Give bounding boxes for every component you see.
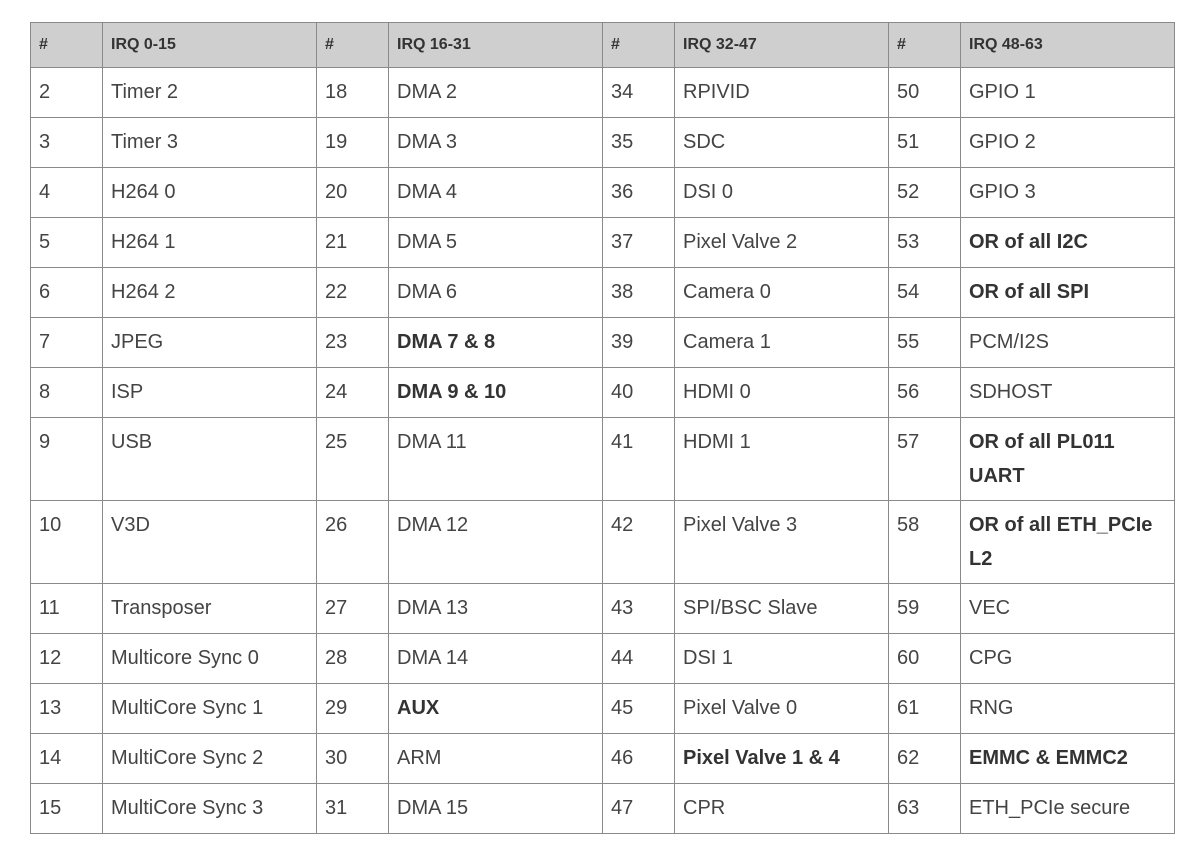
table-row: [31, 368, 1175, 418]
irq-source-cell: GPIO 2: [961, 118, 1175, 168]
irq-source-cell: SDHOST: [961, 368, 1175, 418]
irq-source-cell: EMMC & EMMC2: [961, 734, 1175, 784]
header-cell-num-3: #: [889, 23, 961, 68]
irq-source-cell: ARM: [389, 734, 603, 784]
irq-number-cell: 53: [889, 218, 961, 268]
irq-source-cell: OR of all I2C: [961, 218, 1175, 268]
irq-number-cell: 5: [31, 218, 103, 268]
table-row: [31, 268, 1175, 318]
irq-source-cell: DMA 13: [389, 584, 603, 634]
irq-source-cell: Pixel Valve 0: [675, 684, 889, 734]
irq-number-cell: 45: [603, 684, 675, 734]
table-row: [31, 684, 1175, 734]
irq-source-cell: Pixel Valve 2: [675, 218, 889, 268]
irq-number-cell: 43: [603, 584, 675, 634]
irq-source-cell: GPIO 1: [961, 68, 1175, 118]
irq-source-cell: Multicore Sync 0: [103, 634, 317, 684]
irq-number-cell: 30: [317, 734, 389, 784]
irq-number-cell: 50: [889, 68, 961, 118]
irq-number-cell: 6: [31, 268, 103, 318]
irq-number-cell: 56: [889, 368, 961, 418]
irq-source-cell: Camera 0: [675, 268, 889, 318]
header-cell-num-2: #: [603, 23, 675, 68]
table-body: [31, 68, 1175, 834]
irq-number-cell: 14: [31, 734, 103, 784]
irq-number-cell: 35: [603, 118, 675, 168]
irq-number-cell: 42: [603, 501, 675, 584]
irq-source-cell: DMA 3: [389, 118, 603, 168]
header-cell-num-1: #: [317, 23, 389, 68]
irq-number-cell: 41: [603, 418, 675, 501]
irq-source-cell: Transposer: [103, 584, 317, 634]
irq-source-cell: DMA 4: [389, 168, 603, 218]
header-cell-num-0: #: [31, 23, 103, 68]
irq-source-cell: GPIO 3: [961, 168, 1175, 218]
irq-source-cell: PCM/I2S: [961, 318, 1175, 368]
table-row: [31, 118, 1175, 168]
irq-source-cell: MultiCore Sync 3: [103, 784, 317, 834]
irq-number-cell: 10: [31, 501, 103, 584]
irq-number-cell: 19: [317, 118, 389, 168]
irq-number-cell: 47: [603, 784, 675, 834]
irq-source-cell: Camera 1: [675, 318, 889, 368]
header-cell-irq-32-47: IRQ 32-47: [675, 23, 889, 68]
irq-number-cell: 46: [603, 734, 675, 784]
irq-source-cell: V3D: [103, 501, 317, 584]
irq-source-cell: Timer 3: [103, 118, 317, 168]
irq-number-cell: 23: [317, 318, 389, 368]
irq-number-cell: 9: [31, 418, 103, 501]
irq-number-cell: 25: [317, 418, 389, 501]
irq-source-cell: DMA 11: [389, 418, 603, 501]
irq-source-cell: DMA 12: [389, 501, 603, 584]
table-row: [31, 584, 1175, 634]
irq-number-cell: 59: [889, 584, 961, 634]
irq-source-cell: OR of all ETH_PCIe L2: [961, 501, 1175, 584]
irq-source-cell: DSI 1: [675, 634, 889, 684]
table-row: [31, 68, 1175, 118]
irq-source-cell: DSI 0: [675, 168, 889, 218]
header-cell-irq-48-63: IRQ 48-63: [961, 23, 1175, 68]
irq-number-cell: 51: [889, 118, 961, 168]
irq-source-cell: VEC: [961, 584, 1175, 634]
irq-number-cell: 44: [603, 634, 675, 684]
irq-number-cell: 22: [317, 268, 389, 318]
irq-source-cell: OR of all PL011 UART: [961, 418, 1175, 501]
table-row: [31, 168, 1175, 218]
irq-source-cell: MultiCore Sync 1: [103, 684, 317, 734]
irq-source-cell: DMA 5: [389, 218, 603, 268]
table-row: [31, 418, 1175, 501]
irq-source-cell: Timer 2: [103, 68, 317, 118]
irq-number-cell: 37: [603, 218, 675, 268]
irq-number-cell: 40: [603, 368, 675, 418]
irq-source-cell: RNG: [961, 684, 1175, 734]
irq-number-cell: 28: [317, 634, 389, 684]
irq-number-cell: 57: [889, 418, 961, 501]
irq-source-cell: Pixel Valve 1 & 4: [675, 734, 889, 784]
irq-number-cell: 34: [603, 68, 675, 118]
irq-table: [30, 22, 1175, 834]
table-row: [31, 734, 1175, 784]
irq-source-cell: MultiCore Sync 2: [103, 734, 317, 784]
irq-source-cell: DMA 2: [389, 68, 603, 118]
irq-number-cell: 36: [603, 168, 675, 218]
irq-number-cell: 60: [889, 634, 961, 684]
irq-source-cell: SPI/BSC Slave: [675, 584, 889, 634]
irq-number-cell: 12: [31, 634, 103, 684]
irq-source-cell: ISP: [103, 368, 317, 418]
irq-source-cell: RPIVID: [675, 68, 889, 118]
irq-number-cell: 26: [317, 501, 389, 584]
header-row: [31, 23, 1175, 68]
irq-number-cell: 29: [317, 684, 389, 734]
irq-source-cell: DMA 15: [389, 784, 603, 834]
irq-number-cell: 61: [889, 684, 961, 734]
irq-source-cell: H264 0: [103, 168, 317, 218]
irq-source-cell: DMA 7 & 8: [389, 318, 603, 368]
irq-number-cell: 58: [889, 501, 961, 584]
irq-source-cell: HDMI 1: [675, 418, 889, 501]
irq-number-cell: 8: [31, 368, 103, 418]
irq-source-cell: DMA 14: [389, 634, 603, 684]
table-row: [31, 501, 1175, 584]
irq-number-cell: 39: [603, 318, 675, 368]
irq-source-cell: Pixel Valve 3: [675, 501, 889, 584]
irq-source-cell: CPR: [675, 784, 889, 834]
irq-number-cell: 24: [317, 368, 389, 418]
irq-source-cell: JPEG: [103, 318, 317, 368]
irq-source-cell: ETH_PCIe secure: [961, 784, 1175, 834]
irq-number-cell: 27: [317, 584, 389, 634]
irq-number-cell: 7: [31, 318, 103, 368]
irq-source-cell: USB: [103, 418, 317, 501]
irq-source-cell: OR of all SPI: [961, 268, 1175, 318]
irq-table-container: [30, 22, 1175, 834]
table-row: [31, 634, 1175, 684]
table-row: [31, 218, 1175, 268]
header-cell-irq-0-15: IRQ 0-15: [103, 23, 317, 68]
table-row: [31, 784, 1175, 834]
irq-number-cell: 15: [31, 784, 103, 834]
irq-number-cell: 3: [31, 118, 103, 168]
irq-number-cell: 63: [889, 784, 961, 834]
irq-number-cell: 4: [31, 168, 103, 218]
irq-source-cell: H264 1: [103, 218, 317, 268]
irq-number-cell: 54: [889, 268, 961, 318]
irq-number-cell: 18: [317, 68, 389, 118]
irq-number-cell: 52: [889, 168, 961, 218]
irq-source-cell: CPG: [961, 634, 1175, 684]
irq-source-cell: AUX: [389, 684, 603, 734]
irq-number-cell: 62: [889, 734, 961, 784]
irq-number-cell: 13: [31, 684, 103, 734]
irq-source-cell: DMA 6: [389, 268, 603, 318]
irq-source-cell: SDC: [675, 118, 889, 168]
irq-number-cell: 31: [317, 784, 389, 834]
irq-source-cell: DMA 9 & 10: [389, 368, 603, 418]
table-row: [31, 318, 1175, 368]
irq-number-cell: 21: [317, 218, 389, 268]
irq-source-cell: HDMI 0: [675, 368, 889, 418]
irq-number-cell: 38: [603, 268, 675, 318]
irq-number-cell: 2: [31, 68, 103, 118]
irq-number-cell: 55: [889, 318, 961, 368]
header-cell-irq-16-31: IRQ 16-31: [389, 23, 603, 68]
irq-number-cell: 20: [317, 168, 389, 218]
irq-source-cell: H264 2: [103, 268, 317, 318]
irq-number-cell: 11: [31, 584, 103, 634]
